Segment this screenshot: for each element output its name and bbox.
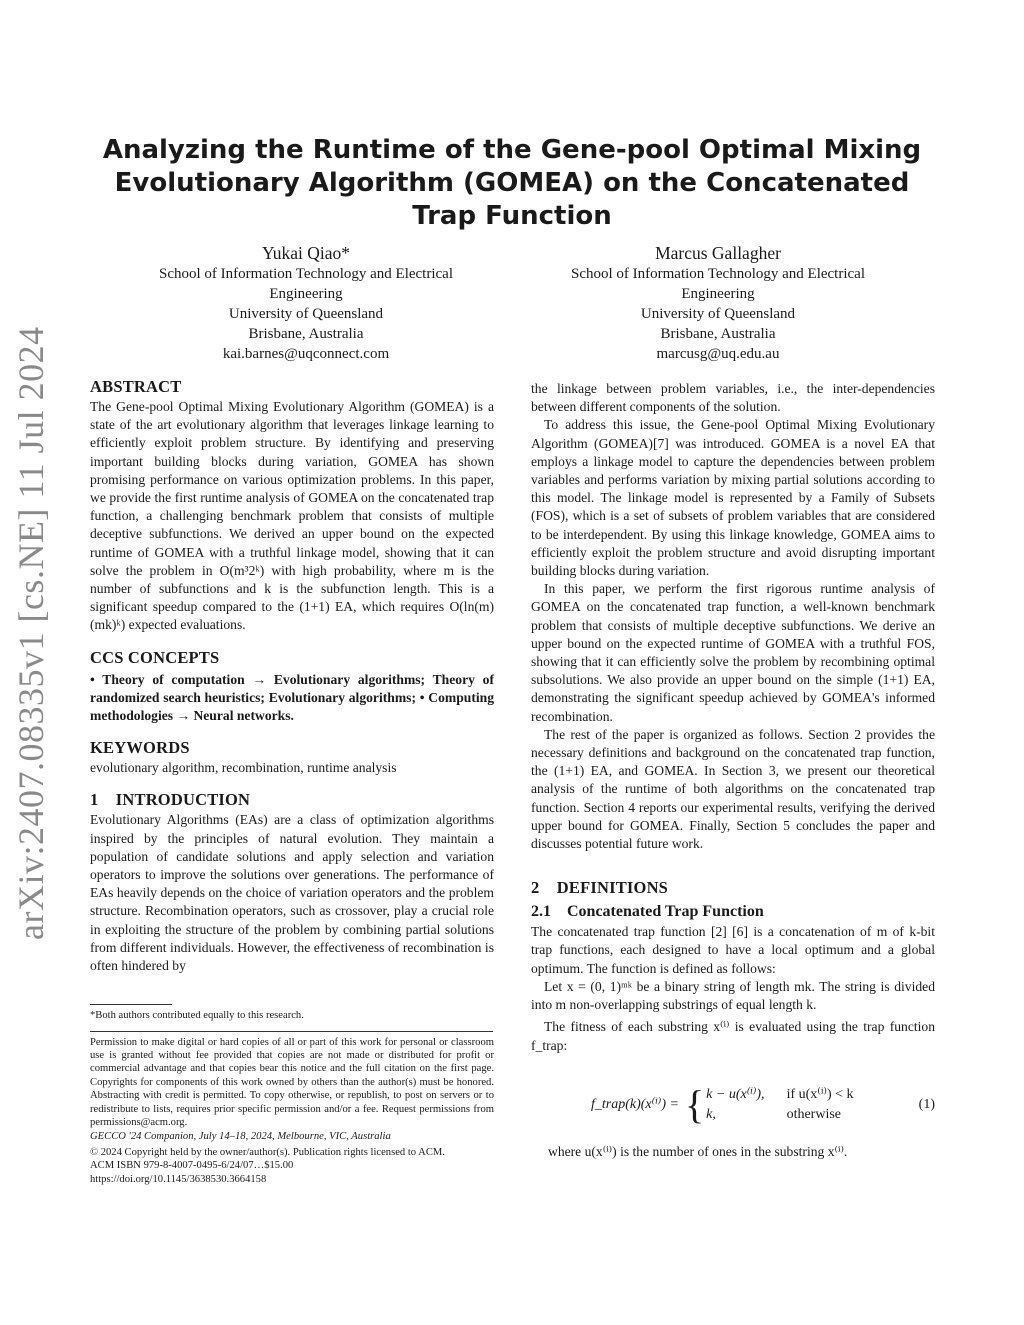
author-affiliation: Engineering — [681, 286, 755, 302]
paragraph: Let x = (0, 1)ᵐᵏ be a binary string of length mk. The string is divided into m non-overlapping substrings of equal length k. — [531, 978, 935, 1013]
footnote: *Both authors contributed equally to this research. — [90, 1010, 304, 1022]
author-name: Yukai Qiao* — [262, 243, 350, 263]
paragraph: In this paper, we perform the first rigorous runtime analysis of GOMEA on the concatenated trap function, a well-known benchmark problem that consists of multiple deceptive subfunctions. We derive an upper bound on the expected runtime of GOMEA with a truthful FOS, showing that it can efficiently solve the problem by recombining optimal subsolutions. We also provide an upper bound on the simple (1+1) EA, demonstrating the significant speedup achieved by GOMEA's informed recombination. — [531, 581, 935, 724]
intro-text: Evolutionary Algorithms (EAs) are a class of optimization algorithms inspired by the principles of natural evolution. They maintain a population of candidate solutions and apply selection and variation operators to improve the solutions over generations. The performance of EAs heavily depends on the choice of variation operators and the problem structure. Recombination operators, such as crossover, play a crucial role in exploiting the structure of the problem by combining partial solutions from different individuals. However, the effectiveness of recombination is often hindered by — [90, 812, 494, 974]
arxiv-stamp: arXiv:2407.08335v1 [cs.NE] 11 Jul 2024 — [11, 326, 51, 940]
venue: GECCO '24 Companion, July 14–18, 2024, Melbourne, VIC, Australia — [90, 1131, 391, 1143]
paragraph: The fitness of each substring x⁽ⁱ⁾ is evaluated using the trap function f_trap: — [531, 1019, 935, 1053]
paragraph: where u(x⁽ⁱ⁾) is the number of ones in the substring x⁽ⁱ⁾. — [548, 1143, 848, 1159]
permission-block — [90, 1036, 494, 1186]
paragraph: To address this issue, the Gene-pool Optimal Mixing Evolutionary Algorithm (GOMEA)[7] was introduced. GOMEA is a novel EA that employs a linkage model to capture the dependencies between problem variables and performs variation by mixing partial solutions according to this model. The linkage model is represented by a Family of Subsets (FOS), which is a set of subsets of problem variables that are considered to be interdependent. By using this linkage knowledge, GOMEA aims to efficiently exploit the problem structure and avoid disrupting important building blocks during variation. — [531, 417, 935, 579]
abstract-heading: ABSTRACT — [90, 377, 182, 396]
permission-rule — [90, 1031, 493, 1032]
equation-cond-1: if u(x⁽ⁱ⁾) < k — [786, 1086, 854, 1102]
author-location: Brisbane, Australia — [660, 326, 776, 342]
ccs-text: • Theory of computation → Evolutionary algorithms; Theory of randomized search heuristics; Evolutionary algorithms; • Computing methodologies → Neural networks. — [90, 671, 494, 724]
ccs-heading: CCS CONCEPTS — [90, 647, 220, 667]
author-block-2 — [538, 242, 898, 364]
author-name: Marcus Gallagher — [655, 243, 781, 263]
author-university: University of Queensland — [640, 306, 796, 322]
author-affiliation: Engineering — [269, 286, 343, 302]
equation-cases — [706, 1086, 853, 1124]
equation-case-2: k, — [706, 1106, 716, 1122]
author-affiliation: School of Information Technology and Electrical — [158, 266, 453, 282]
copyright: © 2024 Copyright held by the owner/author(s). Publication rights licensed to ACM. — [90, 1146, 445, 1158]
equation-number: (1) — [918, 1096, 935, 1112]
permission-text: Permission to make digital or hard copies of all or part of this work for personal or classroom use is granted without fee provided that copies are not made or distributed for profit or commercial advantage and that copies bear this notice and the full citation on the first page. Copyrights for components of this work owned by others than the author(s) must be honored. Abstracting with credit is permitted. To copy otherwise, or republish, to post on servers or to redistribute to lists, requires prior specific permission and/or a fee. Request permissions from permissions@acm.org. — [90, 1036, 494, 1128]
section-2-1-heading: 2.1 Concatenated Trap Function — [531, 903, 764, 921]
footnotes — [90, 994, 494, 1186]
author-email: marcusg@uq.edu.au — [656, 346, 780, 362]
equation-case-1: k − u(x⁽ⁱ⁾), — [706, 1086, 765, 1102]
author-affiliation: School of Information Technology and Electrical — [570, 266, 865, 282]
author-university: University of Queensland — [228, 306, 384, 322]
section-2-heading: 2 DEFINITIONS — [531, 878, 669, 898]
keywords-text: evolutionary algorithm, recombination, runtime analysis — [90, 760, 397, 776]
isbn: ACM ISBN 979-8-4007-0495-6/24/07…$15.00 — [90, 1160, 294, 1172]
author-location: Brisbane, Australia — [248, 326, 364, 342]
equation-cond-2: otherwise — [786, 1106, 841, 1122]
right-column — [531, 380, 935, 1161]
keywords-heading: KEYWORDS — [90, 738, 190, 758]
paragraph: The concatenated trap function [2] [6] is a concatenation of m of k-bit trap functions, each designed to have a local optimum and a global optimum. The function is defined as follows: — [531, 924, 935, 976]
paragraph: The rest of the paper is organized as follows. Section 2 provides the necessary definitions and background on the concatenated trap function, the (1+1) EA, and GOMEA. In Section 3, we present our theoretical analysis of the runtime of both algorithms on the concatenated trap function. Section 4 reports our experimental results, verifying the derived upper bound for GOMEA. Finally, Section 5 concludes the paper and discusses potential future work. — [531, 726, 935, 852]
equation-1 — [591, 1083, 935, 1127]
equation-lhs: f_trap(k)(x⁽ⁱ⁾) = — [591, 1096, 679, 1112]
left-column — [90, 376, 494, 1186]
author-block-1 — [126, 242, 486, 364]
intro-heading: 1 INTRODUCTION — [90, 790, 251, 810]
footnote-rule — [90, 1004, 172, 1005]
brace: { — [684, 1081, 705, 1127]
author-email: kai.barnes@uqconnect.com — [222, 346, 390, 362]
doi-link[interactable]: https://doi.org/10.1145/3638530.3664158 — [90, 1173, 267, 1185]
paper-title: Analyzing the Runtime of the Gene-pool Optimal Mixing Evolutionary Algorithm (GOMEA) on the Concatenated Trap Function — [102, 135, 922, 231]
paragraph: the linkage between problem variables, i.e., the inter-dependencies between different components of the solution. — [531, 381, 935, 415]
abstract-text: The Gene-pool Optimal Mixing Evolutionary Algorithm (GOMEA) is a state of the art evolutionary algorithm that leverages linkage learning to efficiently exploit problem structure. By identifying and preserving important building blocks during variation, GOMEA has shown promising performance on various optimization problems. In this paper, we provide the first runtime analysis of GOMEA on the concatenated trap function, a challenging benchmark problem that consists of multiple deceptive subfunctions. We derived an upper bound on the expected runtime of GOMEA with a truthful linkage model, showing that it can solve the problem in O(m³2ᵏ) with high probability, where m is the number of subfunctions and k is the subfunction length. This is a significant speedup compared to the (1+1) EA, which requires O(ln(m)(mk)ᵏ) expected evaluations. — [90, 399, 494, 633]
